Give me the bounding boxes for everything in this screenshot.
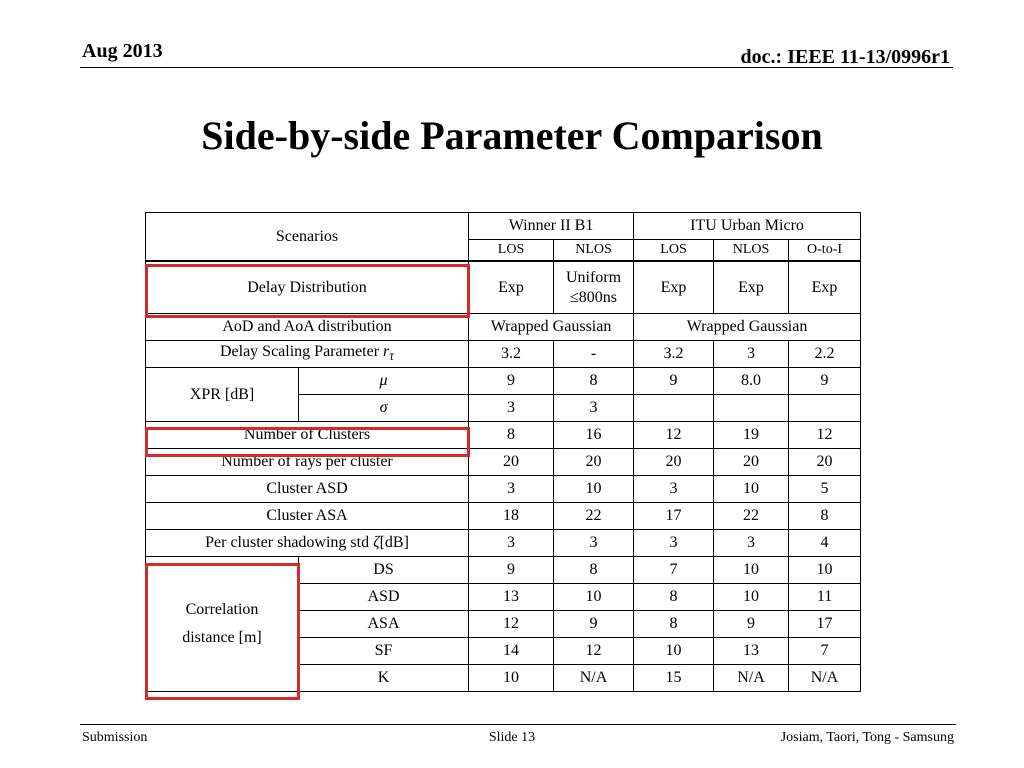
table-row bbox=[146, 314, 861, 341]
shadowing-label bbox=[146, 530, 469, 557]
footer-divider bbox=[80, 724, 956, 725]
table-cell: 2.2 bbox=[789, 341, 861, 368]
table-cell: 12 bbox=[634, 422, 714, 449]
table-cell: 9 bbox=[714, 611, 789, 638]
table-cell bbox=[789, 395, 861, 422]
shadowing-unit: [dB] bbox=[379, 534, 409, 551]
table-row bbox=[146, 530, 861, 557]
table-cell: 3.2 bbox=[469, 341, 554, 368]
table-cell: Exp bbox=[714, 261, 789, 314]
table-row bbox=[146, 476, 861, 503]
delay-scaling-symbol: r bbox=[383, 342, 390, 360]
delay-scaling-text: Delay Scaling Parameter bbox=[219, 342, 384, 360]
table-cell: 3 bbox=[469, 476, 554, 503]
correlation-asd-label: ASD bbox=[299, 584, 469, 611]
table-cell: 9 bbox=[789, 368, 861, 395]
xpr-mu-label: μ bbox=[299, 368, 469, 395]
winner-header: Winner II B1 bbox=[469, 213, 634, 240]
correlation-sf-label: SF bbox=[299, 638, 469, 665]
table-header-row bbox=[146, 213, 861, 240]
table-cell: 22 bbox=[554, 503, 634, 530]
table-cell: N/A bbox=[554, 665, 634, 692]
shadowing-text: Per cluster shadowing std bbox=[205, 534, 374, 551]
table-cell: 10 bbox=[634, 638, 714, 665]
table-cell: 3 bbox=[554, 395, 634, 422]
correlation-ds-label: DS bbox=[299, 557, 469, 584]
header-divider bbox=[80, 67, 953, 68]
table-cell: 17 bbox=[634, 503, 714, 530]
footer-slide-number: Slide 13 bbox=[488, 730, 536, 745]
table-cell: 4 bbox=[789, 530, 861, 557]
table-cell: N/A bbox=[714, 665, 789, 692]
table-cell: 3 bbox=[469, 530, 554, 557]
table-cell: 11 bbox=[789, 584, 861, 611]
table-cell: 7 bbox=[789, 638, 861, 665]
table-cell bbox=[554, 261, 634, 314]
table-cell: Wrapped Gaussian bbox=[634, 314, 861, 341]
correlation-line-2: distance [m] bbox=[182, 629, 262, 646]
table-cell: 22 bbox=[714, 503, 789, 530]
table-cell: 3 bbox=[634, 530, 714, 557]
footer-authors: Josiam, Taori, Tong - Samsung bbox=[780, 730, 954, 745]
table-cell bbox=[714, 395, 789, 422]
table-cell: - bbox=[554, 341, 634, 368]
table-cell: 10 bbox=[469, 665, 554, 692]
uniform-range-line: ≤800ns bbox=[570, 288, 618, 306]
table-cell: 8.0 bbox=[714, 368, 789, 395]
table-cell: 9 bbox=[554, 611, 634, 638]
table-cell: Exp bbox=[634, 261, 714, 314]
table-cell: 9 bbox=[469, 368, 554, 395]
table-cell: 5 bbox=[789, 476, 861, 503]
table-cell: 12 bbox=[789, 422, 861, 449]
table-cell: 18 bbox=[469, 503, 554, 530]
cluster-asa-label: Cluster ASA bbox=[146, 503, 469, 530]
correlation-asa-label: ASA bbox=[299, 611, 469, 638]
table-cell: Exp bbox=[469, 261, 554, 314]
table-cell bbox=[634, 395, 714, 422]
table-cell: Wrapped Gaussian bbox=[469, 314, 634, 341]
table-cell: 9 bbox=[634, 368, 714, 395]
header-doc-id: doc.: IEEE 11-13/0996r1 bbox=[740, 46, 950, 68]
table-cell: 8 bbox=[634, 611, 714, 638]
subheader-itu-nlos: NLOS bbox=[714, 240, 789, 262]
table-cell: 8 bbox=[554, 368, 634, 395]
table-cell: 17 bbox=[789, 611, 861, 638]
table-cell: 9 bbox=[469, 557, 554, 584]
footer-submission: Submission bbox=[82, 730, 148, 745]
delay-distribution-label: Delay Distribution bbox=[146, 261, 469, 314]
subheader-itu-los: LOS bbox=[634, 240, 714, 262]
table-cell: 8 bbox=[789, 503, 861, 530]
clusters-label: Number of Clusters bbox=[146, 422, 469, 449]
parameter-table bbox=[145, 212, 861, 692]
slide-title: Side-by-side Parameter Comparison bbox=[201, 113, 823, 158]
table-cell: 20 bbox=[634, 449, 714, 476]
table-cell: 12 bbox=[554, 638, 634, 665]
table-cell: 16 bbox=[554, 422, 634, 449]
table-cell: 10 bbox=[554, 476, 634, 503]
subheader-winner-nlos: NLOS bbox=[554, 240, 634, 262]
table-cell: 13 bbox=[469, 584, 554, 611]
table-cell: 3 bbox=[714, 341, 789, 368]
correlation-distance-label bbox=[146, 557, 299, 692]
shadowing-symbol: ζ bbox=[373, 534, 380, 551]
subheader-itu-o-to-i: O-to-I bbox=[789, 240, 861, 262]
table-row bbox=[146, 557, 861, 584]
table-cell: N/A bbox=[789, 665, 861, 692]
table-cell: 10 bbox=[714, 584, 789, 611]
table-row bbox=[146, 503, 861, 530]
table-cell: 13 bbox=[714, 638, 789, 665]
table-row bbox=[146, 368, 861, 395]
table-cell: 20 bbox=[789, 449, 861, 476]
table-cell: 3.2 bbox=[634, 341, 714, 368]
table-cell: 8 bbox=[634, 584, 714, 611]
table-cell: 20 bbox=[469, 449, 554, 476]
table-cell: 8 bbox=[469, 422, 554, 449]
table-cell: 3 bbox=[554, 530, 634, 557]
table-cell: 20 bbox=[554, 449, 634, 476]
table-cell: 3 bbox=[714, 530, 789, 557]
table-cell: 8 bbox=[554, 557, 634, 584]
table-row bbox=[146, 422, 861, 449]
correlation-k-label: K bbox=[299, 665, 469, 692]
table-cell: Exp bbox=[789, 261, 861, 314]
subheader-winner-los: LOS bbox=[469, 240, 554, 262]
header-date: Aug 2013 bbox=[82, 40, 163, 62]
delay-scaling-subscript: τ bbox=[389, 348, 395, 364]
table-cell: 12 bbox=[469, 611, 554, 638]
table-cell: 20 bbox=[714, 449, 789, 476]
table-cell: 3 bbox=[634, 476, 714, 503]
table-row bbox=[146, 341, 861, 368]
cluster-asd-label: Cluster ASD bbox=[146, 476, 469, 503]
scenarios-header: Scenarios bbox=[146, 213, 469, 262]
table-cell: 15 bbox=[634, 665, 714, 692]
delay-scaling-label bbox=[146, 341, 469, 368]
correlation-line-1: Correlation bbox=[185, 601, 259, 618]
table-cell: 7 bbox=[634, 557, 714, 584]
table-row bbox=[146, 449, 861, 476]
table-cell: 14 bbox=[469, 638, 554, 665]
table-cell: 10 bbox=[714, 476, 789, 503]
table-cell: 10 bbox=[714, 557, 789, 584]
rays-label: Number of rays per cluster bbox=[146, 449, 469, 476]
xpr-sigma-label: σ bbox=[299, 395, 469, 422]
aod-aoa-label: AoD and AoA distribution bbox=[146, 314, 469, 341]
table-cell: 19 bbox=[714, 422, 789, 449]
table-row bbox=[146, 261, 861, 314]
table-cell: 3 bbox=[469, 395, 554, 422]
xpr-label: XPR [dB] bbox=[146, 368, 299, 422]
table-cell: 10 bbox=[554, 584, 634, 611]
uniform-line: Uniform bbox=[565, 268, 622, 286]
itu-header: ITU Urban Micro bbox=[634, 213, 861, 240]
table-cell: 10 bbox=[789, 557, 861, 584]
